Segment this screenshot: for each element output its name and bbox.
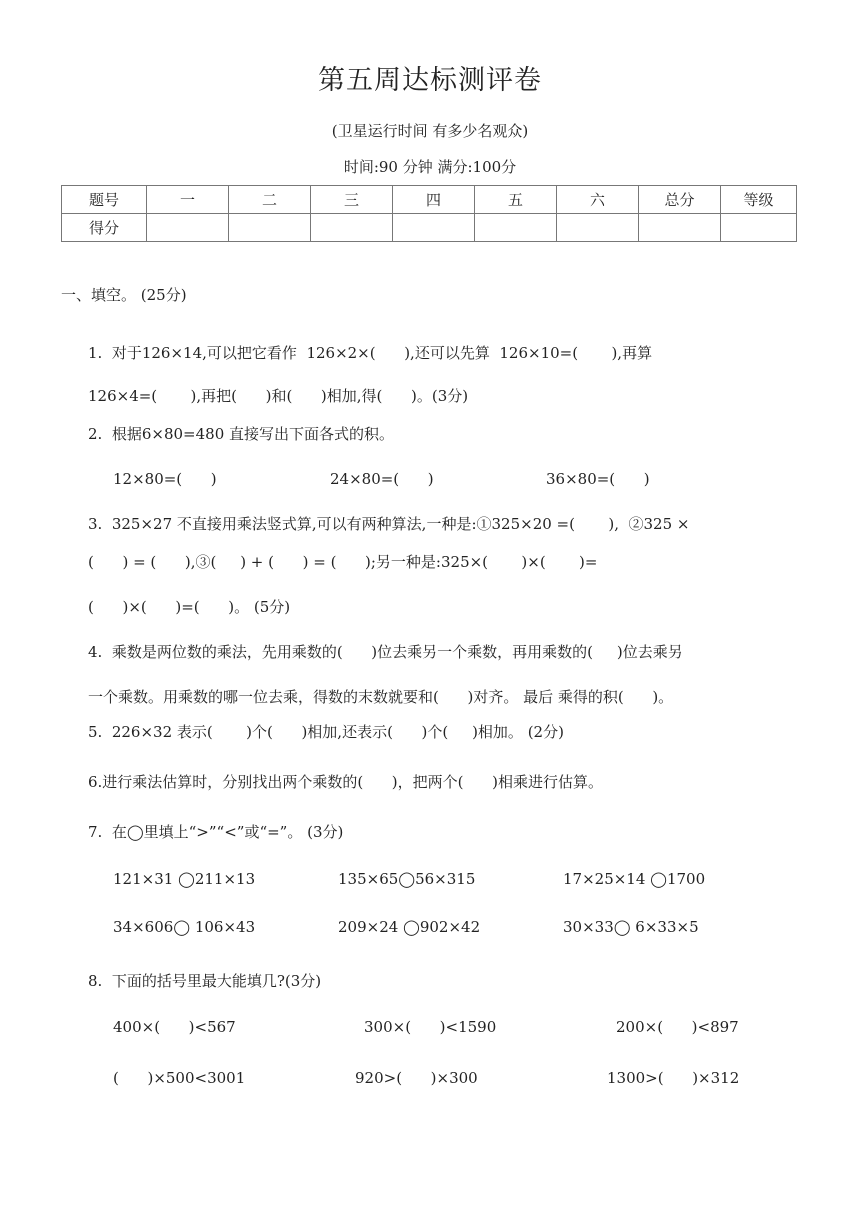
page-subtitle: (卫星运行时间 有多少名观众)	[331, 122, 529, 140]
section-title: 一、填空。 (25分)	[61, 286, 187, 304]
score-input-cell[interactable]	[721, 214, 797, 242]
score-input-cell[interactable]	[639, 214, 721, 242]
fill-max-item: 300×( )<1590	[364, 1018, 497, 1036]
question-2-intro: 2. 根据6×80=480 直接写出下面各式的积。	[88, 425, 395, 443]
question-5: 5. 226×32 表示( )个( )相加,还表示( )个( )相加。 (2分)	[88, 723, 564, 741]
question-2-item: 12×80=( )	[113, 470, 217, 488]
score-table-cell: 二	[229, 186, 311, 214]
score-table-header-row	[62, 186, 797, 214]
score-table	[61, 185, 797, 242]
score-table-cell: 等级	[721, 186, 797, 214]
comparison-item: 30×33◯ 6×33×5	[563, 918, 699, 936]
score-input-cell[interactable]	[557, 214, 639, 242]
question-8-intro: 8. 下面的括号里最大能填几?(3分)	[88, 972, 322, 990]
question-1-line-2: 126×4=( ),再把( )和( )相加,得( )。(3分)	[88, 387, 469, 405]
score-table-cell: 总分	[639, 186, 721, 214]
score-table-score-row	[62, 214, 797, 242]
score-table-cell: 一	[147, 186, 229, 214]
score-table-cell: 六	[557, 186, 639, 214]
page-title: 第五周达标测评卷	[318, 65, 542, 96]
question-3-line-1: 3. 325×27 不直接用乘法竖式算,可以有两种算法,一种是:①325×20 =( ), ②325 ×	[88, 515, 690, 533]
question-3-line-2: ( ) = ( ),③( ) + ( ) = ( );另一种是:325×( )×( )=	[88, 553, 598, 571]
score-input-cell[interactable]	[475, 214, 557, 242]
fill-max-item: 1300>( )×312	[607, 1069, 740, 1087]
comparison-item: 17×25×14 ◯1700	[563, 870, 706, 888]
comparison-item: 34×606◯ 106×43	[113, 918, 256, 936]
score-table-cell: 五	[475, 186, 557, 214]
question-3-line-3: ( )×( )=( )。 (5分)	[88, 598, 291, 616]
time-info: 时间:90 分钟 满分:100分	[343, 158, 517, 176]
question-4-line-2: 一个乘数。用乘数的哪一位去乘，得数的末数就要和( )对齐。 最后 乘得的积( )。	[88, 688, 674, 706]
score-table-cell: 题号	[62, 186, 147, 214]
score-table-cell: 三	[311, 186, 393, 214]
question-7-intro: 7. 在◯里填上“>”“<”或“=”。 (3分)	[88, 823, 344, 841]
score-input-cell[interactable]	[311, 214, 393, 242]
question-2-item: 24×80=( )	[330, 470, 434, 488]
question-2-item: 36×80=( )	[546, 470, 650, 488]
comparison-item: 135×65◯56×315	[338, 870, 476, 888]
score-input-cell[interactable]	[229, 214, 311, 242]
fill-max-item: ( )×500<3001	[113, 1069, 246, 1087]
score-table-cell: 四	[393, 186, 475, 214]
question-1-line-1: 1. 对于126×14,可以把它看作 126×2×( ),还可以先算 126×10=( ),再算	[88, 344, 653, 362]
fill-max-item: 200×( )<897	[616, 1018, 739, 1036]
question-6: 6.进行乘法估算时，分别找出两个乘数的( )，把两个( )相乘进行估算。	[88, 773, 603, 791]
fill-max-item: 920>( )×300	[355, 1069, 478, 1087]
score-input-cell[interactable]	[393, 214, 475, 242]
comparison-item: 209×24 ◯902×42	[338, 918, 481, 936]
score-input-cell[interactable]	[147, 214, 229, 242]
comparison-item: 121×31 ◯211×13	[113, 870, 256, 888]
fill-max-item: 400×( )<567	[113, 1018, 236, 1036]
question-4-line-1: 4. 乘数是两位数的乘法，先用乘数的( )位去乘另一个乘数，再用乘数的( )位去乘另	[88, 643, 683, 661]
score-table-cell: 得分	[62, 214, 147, 242]
